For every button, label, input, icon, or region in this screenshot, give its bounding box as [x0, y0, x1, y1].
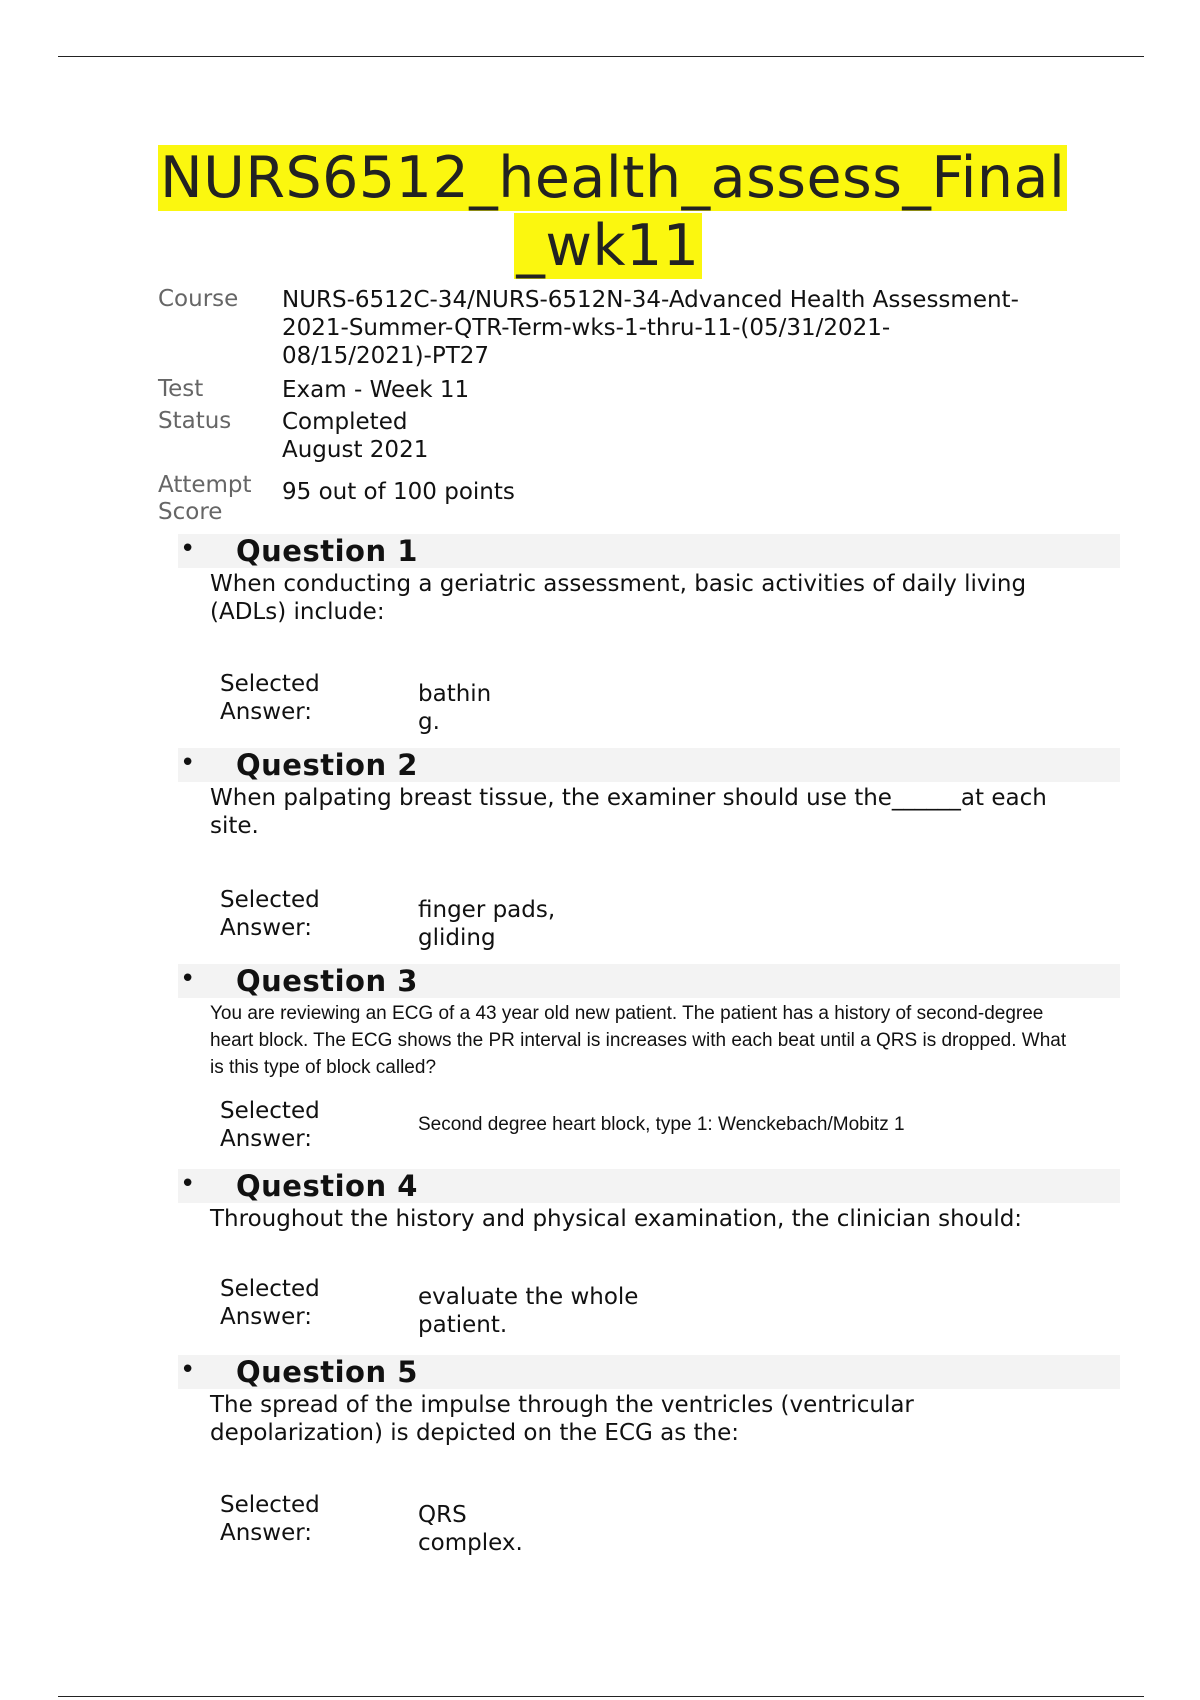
selected-answer-label: [220, 1491, 350, 1547]
bullet-icon: •: [180, 1355, 196, 1385]
answer-label-line: Selected: [220, 887, 320, 913]
question-title: Question 5: [236, 1355, 418, 1389]
selected-answer: [178, 1275, 1120, 1355]
answer-label-line: Selected: [220, 671, 320, 697]
question-text: [210, 570, 1120, 626]
attempt-details: [158, 286, 1058, 532]
answer-label-line: Answer:: [220, 1520, 313, 1546]
test-row: [158, 376, 1058, 408]
selected-answer-value: [418, 1501, 523, 1557]
question-title: Question 1: [236, 534, 418, 568]
question-text-line: heart block. The ECG shows the PR interval is increases with each beat until a QRS is dropped. What: [210, 1030, 1067, 1051]
answer-line: g.: [418, 709, 440, 735]
answer-label-line: Selected: [220, 1098, 320, 1124]
attempt-score-label: [158, 472, 268, 526]
selected-answer-value: [418, 680, 491, 736]
question-2: [178, 748, 1120, 966]
selected-answer-value: [418, 896, 555, 952]
question-title: Question 2: [236, 748, 418, 782]
attempt-label-line: Score: [158, 499, 223, 525]
question-header: [178, 964, 1120, 998]
status-row: [158, 408, 1058, 472]
title-line-2: _wk11: [516, 213, 700, 279]
answer-line: finger pads,: [418, 897, 556, 923]
attempt-label-line: Attempt: [158, 472, 252, 498]
answer-line: bathin: [418, 681, 492, 707]
question-text-line: site.: [210, 813, 259, 839]
course-value-line: NURS-6512C-34/NURS-6512N-34-Advanced Health Assessment-: [282, 287, 1019, 313]
question-text-line: is this type of block called?: [210, 1057, 437, 1078]
answer-label-line: Answer:: [220, 1126, 313, 1152]
bullet-icon: •: [180, 964, 196, 994]
question-text-line: (ADLs) include:: [210, 599, 385, 625]
test-value: Exam - Week 11: [282, 377, 470, 403]
status-value: Completed: [282, 409, 408, 435]
question-text-line: When palpating breast tissue, the examiner should use the______at each: [210, 785, 1047, 811]
course-label: Course: [158, 286, 239, 312]
answer-line: patient.: [418, 1312, 508, 1338]
answer-label-line: Selected: [220, 1276, 320, 1302]
question-title: Question 3: [236, 964, 418, 998]
top-rule: [58, 56, 1144, 57]
completion-date: August 2021: [282, 437, 429, 463]
question-4: [178, 1169, 1120, 1355]
question-header: [178, 534, 1120, 568]
bullet-icon: •: [180, 748, 196, 778]
question-text: [210, 1205, 1120, 1233]
selected-answer-value: [418, 1283, 638, 1339]
bottom-rule: [58, 1696, 1144, 1697]
selected-answer-label: [220, 1097, 350, 1153]
course-row: [158, 286, 1058, 376]
question-text-line: You are reviewing an ECG of a 43 year old new patient. The patient has a history of second-degree: [210, 1003, 1044, 1024]
course-value-line: 08/15/2021)-PT27: [282, 343, 490, 369]
question-title: Question 4: [236, 1169, 418, 1203]
answer-line: gliding: [418, 925, 496, 951]
answer-label-line: Answer:: [220, 1304, 313, 1330]
course-value: [282, 286, 1058, 370]
bullet-icon: •: [180, 534, 196, 564]
document-title: [158, 144, 1066, 280]
selected-answer: [178, 1097, 1120, 1157]
question-text: [210, 784, 1120, 840]
question-text-line: When conducting a geriatric assessment, basic activities of daily living: [210, 571, 1027, 597]
question-text-line: The spread of the impulse through the ventricles (ventricular: [210, 1392, 914, 1418]
selected-answer-label: [220, 670, 350, 726]
selected-answer-label: [220, 886, 350, 942]
attempt-score-row: [158, 472, 1058, 532]
attempt-score-value: 95 out of 100 points: [282, 479, 515, 505]
question-text: [210, 1000, 1120, 1081]
test-label: Test: [158, 376, 204, 402]
question-5: [178, 1355, 1120, 1571]
question-header: [178, 748, 1120, 782]
status-value-group: [282, 408, 1058, 464]
status-label: Status: [158, 408, 232, 434]
question-header: [178, 1169, 1120, 1203]
title-line-1: NURS6512_health_assess_Final: [160, 145, 1066, 211]
question-text-line: depolarization) is depicted on the ECG as the:: [210, 1420, 740, 1446]
answer-line: QRS: [418, 1502, 467, 1528]
answer-label-line: Selected: [220, 1492, 320, 1518]
question-3: [178, 964, 1120, 1157]
answer-line: Second degree heart block, type 1: Wenckebach/Mobitz 1: [418, 1114, 905, 1135]
selected-answer-value: [418, 1111, 905, 1139]
question-header: [178, 1355, 1120, 1389]
selected-answer-label: [220, 1275, 350, 1331]
course-value-line: 2021-Summer-QTR-Term-wks-1-thru-11-(05/31/2021-: [282, 315, 891, 341]
selected-answer: [178, 670, 1120, 750]
answer-line: evaluate the whole: [418, 1284, 639, 1310]
answer-line: complex.: [418, 1530, 523, 1556]
selected-answer: [178, 1491, 1120, 1571]
question-text-line: Throughout the history and physical examination, the clinician should:: [210, 1206, 1023, 1232]
answer-label-line: Answer:: [220, 915, 313, 941]
answer-label-line: Answer:: [220, 699, 313, 725]
question-1: [178, 534, 1120, 750]
bullet-icon: •: [180, 1169, 196, 1199]
selected-answer: [178, 886, 1120, 966]
question-text: [210, 1391, 1120, 1447]
